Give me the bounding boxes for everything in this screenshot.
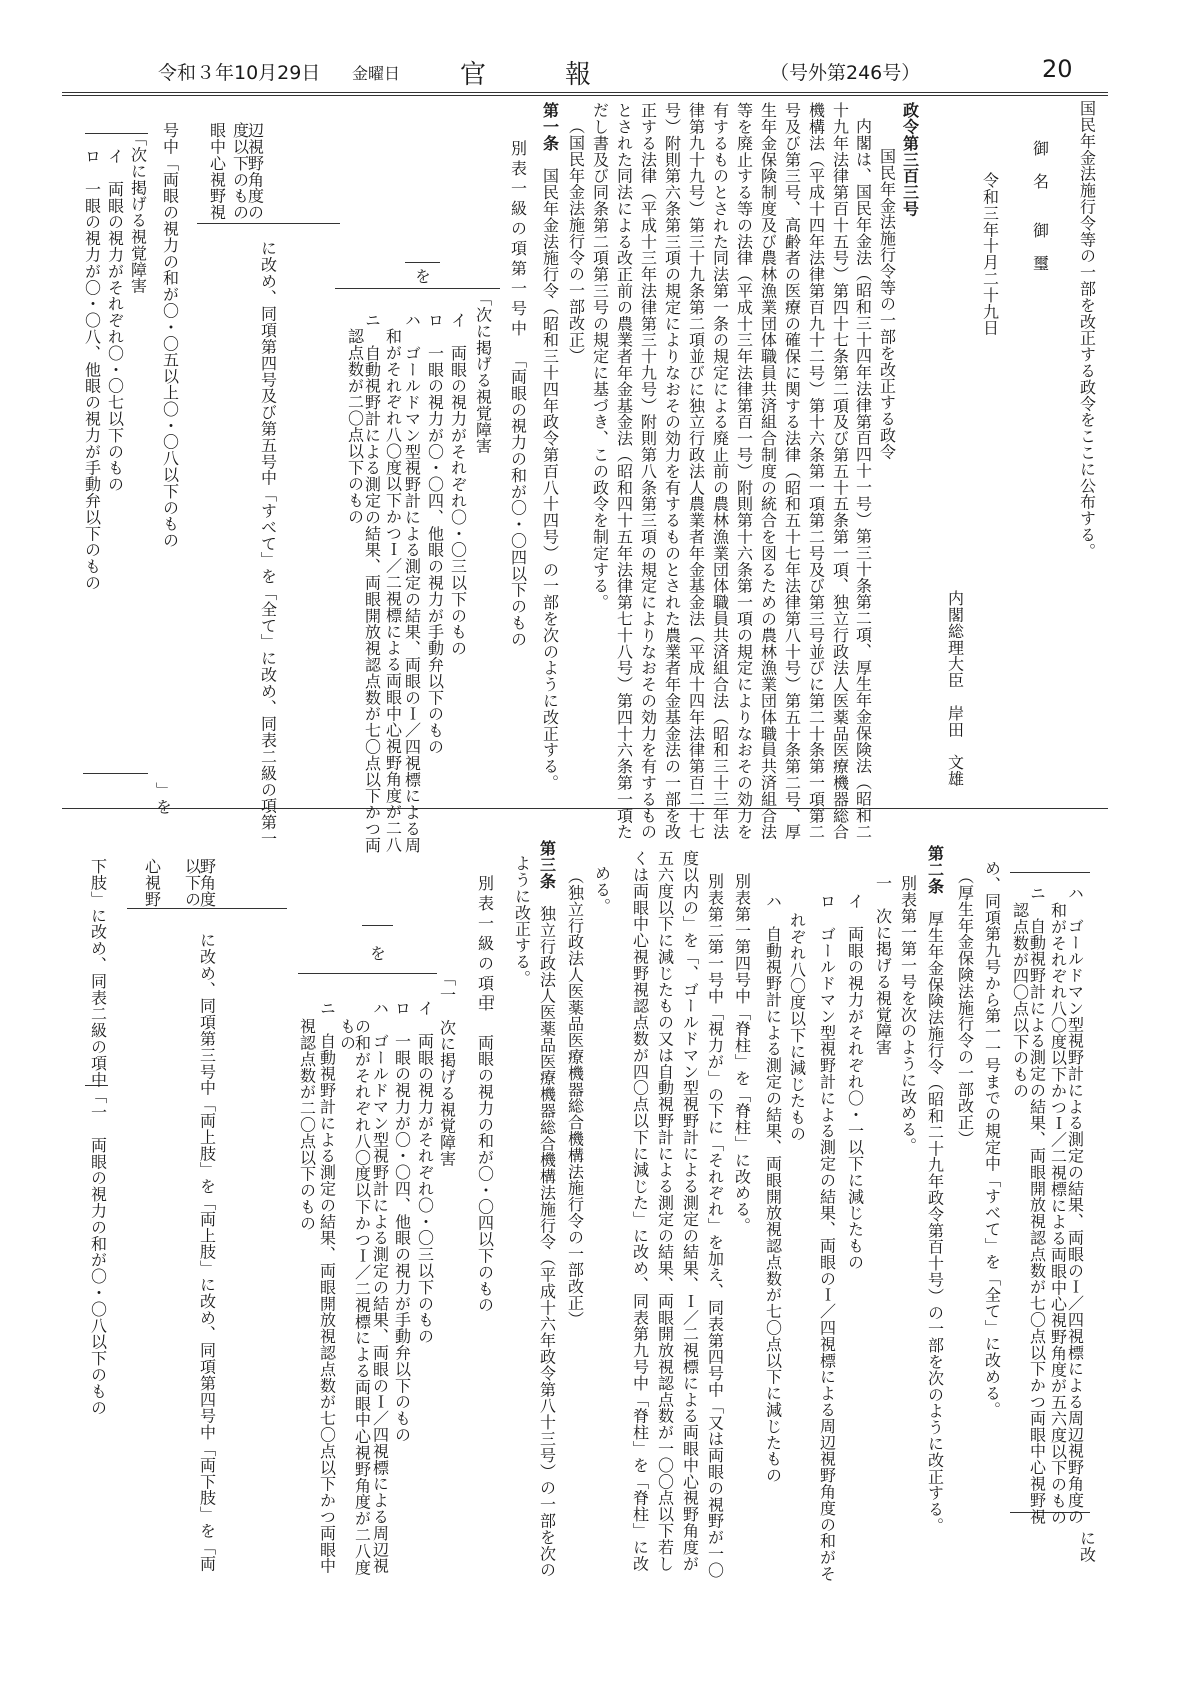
column-text: 号及び第三号、高齢者の医療の確保に関する法律（昭和五十七年法律第八十号）第五十条第二号、厚 <box>782 102 802 840</box>
column-text: ロ ゴールドマン型視野計による測定の結果、両眼のＩ／四視標による周辺視野角度の和がそ <box>817 893 837 1582</box>
column-text: ハ 自動視野計による測定の結果、両眼開放視認点数が七〇点以下に減じたもの <box>763 893 783 1484</box>
lower-text-column <box>1012 902 1029 1099</box>
quote-rule <box>1010 872 1090 873</box>
upper-text-column <box>510 352 527 647</box>
column-text: 十九年法律第百十五号）第四十七条第二項及び第五十五条第一項、独立行政法人医薬品医療機器総合 <box>830 102 850 840</box>
column-text: 別表一級の項中 <box>475 875 495 1015</box>
lower-text-column <box>144 858 161 907</box>
column-text: 律第九十九号）第三十九条第二項並びに独立行政法人農業者年金基金法（平成十四年法律第百二十七 <box>686 102 706 840</box>
upper-text-column <box>760 102 777 840</box>
column-text: 厚生年金保険法施行令（昭和二十九年政令第百十号）の一部を次のように改正する。 <box>925 894 945 1534</box>
lower-text-column <box>682 850 699 1572</box>
column-text: イ 両眼の視力がそれぞれ〇・〇七以下のもの <box>105 148 125 493</box>
lower-text-column <box>299 1018 316 1231</box>
column-text: 等を廃止する等の法律（平成十三年法律第百一号）附則第十六条第一項の規定によりなおその効力を <box>734 102 754 840</box>
lower-text-column <box>199 932 216 1572</box>
lower-text-column <box>372 1000 389 1574</box>
upper-text-column <box>155 782 172 815</box>
lower-text-column <box>1067 885 1084 1525</box>
column-text: 心視野 <box>142 858 162 908</box>
lower-text-column <box>657 850 674 1572</box>
gazette-title-po: 報 <box>565 60 592 90</box>
upper-text-column <box>542 102 559 791</box>
column-text: 国民年金法施行令等の一部を改正する政令をここに公布する。 <box>1077 100 1097 560</box>
column-text: の和がそれぞれ八〇度以下かつＩ／二視標による両眼中心視野角度が二八度 <box>352 1018 372 1576</box>
lower-text-column <box>594 865 611 914</box>
column-text: に改め、同項第四号及び第五号中「すべて」を「全て」に改め、同表二級の項第一 <box>258 240 278 847</box>
column-text: 「次に掲げる視覚障害 <box>473 290 493 454</box>
upper-text-column <box>162 122 179 548</box>
upper-text-column <box>1032 140 1049 271</box>
lower-text-column <box>539 840 556 1578</box>
upper-text-column <box>427 312 444 755</box>
lower-text-column <box>765 893 782 1483</box>
column-text: ニ 自動視野計による測定の結果、両眼開放視認点数が七〇点以下かつ両 <box>362 312 382 854</box>
lower-text-column <box>1079 1530 1096 1563</box>
column-text: イ 両眼の視力がそれぞれ〇・〇三以下のもの <box>448 312 468 657</box>
column-text: 独立行政法人医薬品医療機器総合機構法施行令（平成十六年政令第八十三号）の一部を次の <box>537 889 557 1579</box>
quote-rule <box>335 288 500 289</box>
article-heading: 第二条 <box>925 845 945 895</box>
column-text: 御 名 御 璽 <box>1030 140 1050 272</box>
column-text: 有するものとされた同法第一条の規定による廃止前の農林漁業団体職員共済組合法（昭和三十三年法 <box>710 102 730 840</box>
column-text: 「両眼の視力の和が〇・〇四以下のもの <box>508 352 528 648</box>
column-text: ハ ゴールドマン型視野計による測定の結果、両眼のＩ／四視標による周辺視 <box>370 1000 390 1574</box>
column-text: 別表一級の項第一号中 <box>508 140 528 340</box>
column-text: め、同項第九号から第一一号までの規定中「すべて」を「全て」に改める。 <box>982 860 1002 1418</box>
column-text: だし書及び同条第二項第三号の規定に基づき、この政令を制定する。 <box>590 102 610 611</box>
upper-text-column <box>84 148 101 591</box>
quote-rule <box>298 973 437 974</box>
page-number: 20 <box>1042 55 1073 83</box>
column-text: を <box>412 268 432 285</box>
upper-text-column <box>130 130 147 294</box>
column-text: 令和三年十月二十九日 <box>980 172 1000 336</box>
column-text: 正する法律（平成十三年法律第三十九号）附則第八条第三項の規定によりなおその効力を有するもの <box>638 102 658 840</box>
lower-text-column <box>1050 902 1067 1525</box>
column-text: ハ ゴールドマン型視野計による測定の結果、両眼のＩ／四視標による周辺視野角度の <box>1065 885 1085 1525</box>
column-text: とされた同法による改正前の農業者年金基金法（昭和四十五年法律第七十八号）第四十六条第一項た <box>614 102 634 840</box>
column-text: 「次に掲げる視覚障害 <box>128 130 148 294</box>
lower-text-column <box>984 860 1001 1418</box>
column-text: 度以内の」を「、ゴールドマン型視野計による測定の結果、Ｉ／二視標による両眼中心視野角度が <box>680 850 700 1572</box>
upper-text-column <box>450 312 467 656</box>
upper-text-column <box>1079 100 1096 559</box>
column-text: もの <box>337 1018 357 1051</box>
column-text: 内閣総理大臣 岸田 文雄 <box>945 590 965 787</box>
column-text: 内閣は、国民年金法（昭和三十四年法律第百四十一号）第三十条第二項、厚生年金保険法（昭和二 <box>853 118 873 840</box>
column-text: （国民年金法施行令の一部改正） <box>566 118 586 364</box>
issue-number: （号外第246号） <box>770 62 921 84</box>
upper-text-column <box>364 312 381 853</box>
lower-text-column <box>339 1018 356 1051</box>
quote-rule <box>197 223 340 224</box>
column-text: 別表第一第四号中「脊柱」を「脊柱」に改める。 <box>732 873 752 1234</box>
column-text: 号中「両眼の視力の和が〇・〇五以上〇・〇八以下のもの <box>160 122 180 549</box>
quote-rule <box>405 262 440 263</box>
upper-text-column <box>947 590 964 787</box>
upper-text-column <box>385 328 402 853</box>
lower-text-column <box>632 850 649 1572</box>
upper-text-column <box>736 102 753 840</box>
column-text: 一 次に掲げる視覚障害 <box>873 875 893 1056</box>
upper-text-column <box>902 102 919 217</box>
article-heading: 第一条 <box>540 102 560 152</box>
lower-text-column <box>819 893 836 1582</box>
column-text: 別表第二第一号中「視力が」の下に「それぞれ」を加え、同表第四号中「又は両眼の視野が一〇 <box>705 873 725 1579</box>
lower-text-column <box>900 875 917 1154</box>
quote-rule <box>83 773 148 774</box>
upper-text-column <box>404 312 421 853</box>
lower-text-column <box>875 875 892 1055</box>
lower-text-column <box>567 868 584 1327</box>
column-text: （厚生年金保険法施行令の一部改正） <box>955 868 975 1147</box>
lower-text-column <box>354 1018 371 1576</box>
lower-text-column <box>514 855 531 986</box>
quote-rule <box>127 908 287 909</box>
lower-text-column <box>927 845 944 1534</box>
upper-text-column <box>784 102 801 840</box>
column-text: 辺視野角度の <box>245 122 265 221</box>
column-text: イ 両眼の視力がそれぞれ〇・一以下に減じたもの <box>845 893 865 1271</box>
column-text: 視認点数が二〇点以下のもの <box>297 1018 317 1232</box>
lower-text-column <box>789 912 806 1142</box>
column-text: イ 両眼の視力がそれぞれ〇・〇三以下のもの <box>415 1000 435 1345</box>
column-text: 」を <box>153 782 173 815</box>
lower-text-column <box>1029 885 1046 1525</box>
column-text: を <box>367 945 387 962</box>
column-text: （独立行政法人医薬品医療機器総合機構法施行令の一部改正） <box>565 868 585 1328</box>
upper-text-column <box>347 328 364 525</box>
upper-text-column <box>855 118 872 840</box>
upper-text-column <box>640 102 657 840</box>
upper-text-column <box>808 102 825 840</box>
column-text: ロ 一眼の視力が〇・〇四、他眼の視力が手動弁以下のもの <box>392 1000 412 1443</box>
lower-text-column <box>847 893 864 1270</box>
upper-text-column <box>107 148 124 492</box>
upper-text-column <box>568 118 585 364</box>
column-text: 和がそれぞれ八〇度以下かつＩ／二視標による両眼中心視野角度が二八 <box>383 328 403 853</box>
column-text: 国民年金法施行令（昭和三十四年政令第百八十四号）の一部を次のように改正する。 <box>540 151 560 791</box>
column-text: れぞれ八〇度以下に減じたもの <box>787 912 807 1142</box>
header-rule-double <box>62 95 1108 96</box>
upper-text-column <box>592 102 609 610</box>
column-text: ニ 自動視野計による測定の結果、両眼開放視認点数が七〇点以下かつ両眼中 <box>317 1000 337 1574</box>
column-text: 生年金保険制度及び農林漁業団体職員共済組合制度の統合を図るための農林漁業団体職員共済組合法 <box>758 102 778 840</box>
column-text: 野角度 <box>197 858 217 908</box>
article-heading: 政令第三百三号 <box>900 102 920 217</box>
lower-text-column <box>90 858 107 1416</box>
upper-text-column <box>879 148 896 460</box>
section-divider <box>62 808 1108 809</box>
upper-text-column <box>616 102 633 840</box>
lower-text-column <box>477 985 494 1313</box>
column-text: 和がそれぞれ八〇度以下かつＩ／二視標による両眼中心視野角度が五六度以下のもの <box>1048 902 1068 1526</box>
column-text: 眼中心視野視 <box>207 122 227 221</box>
issue-date: 令和３年10月29日 <box>158 62 321 84</box>
column-text: に改 <box>1077 1530 1097 1563</box>
column-text: ロ 一眼の視力が〇・〇八、他眼の視力が手動弁以下のもの <box>82 148 102 591</box>
column-text: ニ 自動視野計による測定の結果、両眼開放視認点数が七〇点以下かつ両眼中心視野視 <box>1027 885 1047 1525</box>
column-text: 認点数が二〇点以下のもの <box>345 328 365 525</box>
upper-text-column <box>209 122 226 220</box>
column-text: 別表第一第一号を次のように改める。 <box>898 875 918 1154</box>
upper-text-column <box>232 122 249 220</box>
column-text: 号）附則第六条第三項の規定によりなおその効力を有するものとされた農業者年金基金法の一部を改 <box>662 102 682 840</box>
quote-rule <box>362 925 393 926</box>
column-text: 以下の <box>182 858 202 908</box>
lower-text-column <box>439 970 456 1167</box>
column-text: 度以下のもの <box>230 122 250 221</box>
column-text: 国民年金法施行令等の一部を改正する政令 <box>877 148 897 460</box>
column-text: 五六度以下に減じたもの又は自動視野計による測定の結果、両眼開放視認点数が一〇〇点以下若し <box>655 850 675 1572</box>
upper-text-column <box>664 102 681 840</box>
upper-text-column <box>832 102 849 840</box>
column-text: 「一 次に掲げる視覚障害 <box>437 970 457 1167</box>
column-text: める。 <box>592 865 612 915</box>
upper-text-column <box>260 240 277 847</box>
column-text: 「一 両眼の視力の和が〇・〇四以下のもの <box>475 985 495 1313</box>
column-text: 認点数が四〇点以下のもの <box>1010 902 1030 1099</box>
lower-text-column <box>394 1000 411 1443</box>
lower-text-column <box>734 873 751 1234</box>
upper-text-column <box>475 290 492 454</box>
lower-text-column <box>369 945 386 961</box>
header-rule <box>62 92 1108 93</box>
column-text: ように改正する。 <box>512 855 532 987</box>
lower-text-column <box>707 873 724 1578</box>
column-text: に改め、同項第三号中「両上肢」を「両上肢」に改め、同項第四号中「両下肢」を「両 <box>197 932 217 1572</box>
weekday: 金曜日 <box>352 64 401 83</box>
column-text: ロ 一眼の視力が〇・〇四、他眼の視力が手動弁以下のもの <box>425 312 445 755</box>
upper-text-column <box>510 140 527 340</box>
column-text: 機構法（平成十四年法律第百九十二号）第十六条第一項第二号及び第三号並びに第二十条第一項第二 <box>806 102 826 840</box>
lower-text-column <box>417 1000 434 1344</box>
article-heading: 第三条 <box>537 840 557 890</box>
upper-text-column <box>712 102 729 840</box>
lower-text-column <box>957 868 974 1147</box>
lower-text-column <box>184 858 201 907</box>
upper-text-column <box>414 268 431 284</box>
upper-text-column <box>982 172 999 336</box>
upper-text-column <box>688 102 705 840</box>
column-text: くは両眼中心視野視認点数が四〇点以下に減じた」に改め、同表第九号中「脊柱」を「脊柱」に改 <box>630 850 650 1572</box>
column-text: ハ ゴールドマン型視野計による測定の結果、両眼のＩ／四視標による周 <box>402 312 422 854</box>
column-text: 下肢」に改め、同表二級の項中「一 両眼の視力の和が〇・〇八以下のもの <box>88 858 108 1416</box>
lower-text-column <box>319 1000 336 1574</box>
gazette-title-kan: 官 <box>460 60 487 90</box>
